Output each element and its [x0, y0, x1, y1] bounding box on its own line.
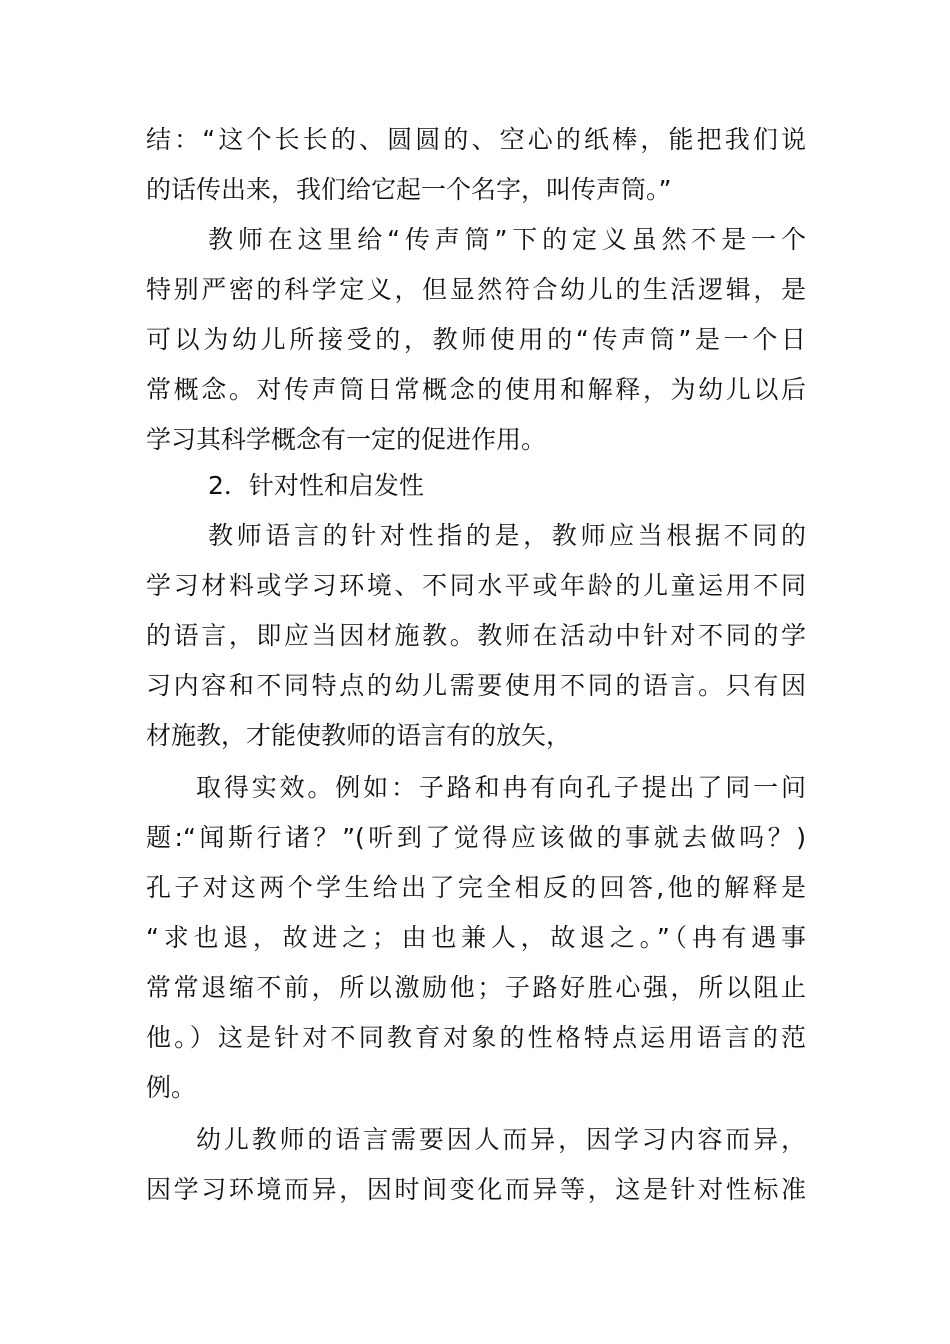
text-line-11: 的语言，即应当因材施教。教师在活动中针对不同的学: [146, 621, 806, 650]
text-line-10: 学习材料或学习环境、不同水平或年龄的儿童运用不同: [146, 571, 806, 600]
text-line-20: 例。: [146, 1073, 197, 1102]
text-line-2: 的话传出来，我们给它起一个名字，叫传声筒。”: [146, 175, 672, 204]
text-line-21: 幼儿教师的语言需要因人而异，因学习内容而异，: [196, 1125, 806, 1154]
text-line-22: 因学习环境而异，因时间变化而异等，这是针对性标准: [146, 1175, 806, 1204]
text-line-6: 常概念。对传声筒日常概念的使用和解释，为幼儿以后: [146, 375, 806, 404]
text-line-17: “求也退，故进之；由也兼人，故退之。”（冉有遇事: [146, 923, 806, 952]
text-line-18: 常常退缩不前，所以激励他；子路好胜心强，所以阻止: [146, 973, 806, 1002]
text-line-15: 题:“闻斯行诸？”(听到了觉得应该做的事就去做吗？): [146, 823, 806, 852]
text-line-13: 材施教，才能使教师的语言有的放矢，: [146, 721, 572, 750]
text-line-5: 可以为幼儿所接受的，教师使用的“传声筒”是一个日: [146, 325, 806, 354]
section-heading: 2．针对性和启发性: [208, 471, 424, 500]
text-line-1: 结：“这个长长的、圆圆的、空心的纸棒，能把我们说: [146, 125, 806, 154]
text-line-16: 孔子对这两个学生给出了完全相反的回答,他的解释是: [146, 873, 806, 902]
text-line-12: 习内容和不同特点的幼儿需要使用不同的语言。只有因: [146, 671, 806, 700]
text-line-4: 特别严密的科学定义，但显然符合幼儿的生活逻辑，是: [146, 275, 806, 304]
text-line-19: 他。）这是针对不同教育对象的性格特点运用语言的范: [146, 1023, 806, 1052]
text-line-7: 学习其科学概念有一定的促进作用。: [146, 425, 547, 454]
text-line-9: 教师语言的针对性指的是，教师应当根据不同的: [208, 521, 806, 550]
text-line-3: 教师在这里给“传声筒”下的定义虽然不是一个: [208, 225, 806, 254]
text-line-14: 取得实效。例如：子路和冉有向孔子提出了同一问: [196, 773, 806, 802]
